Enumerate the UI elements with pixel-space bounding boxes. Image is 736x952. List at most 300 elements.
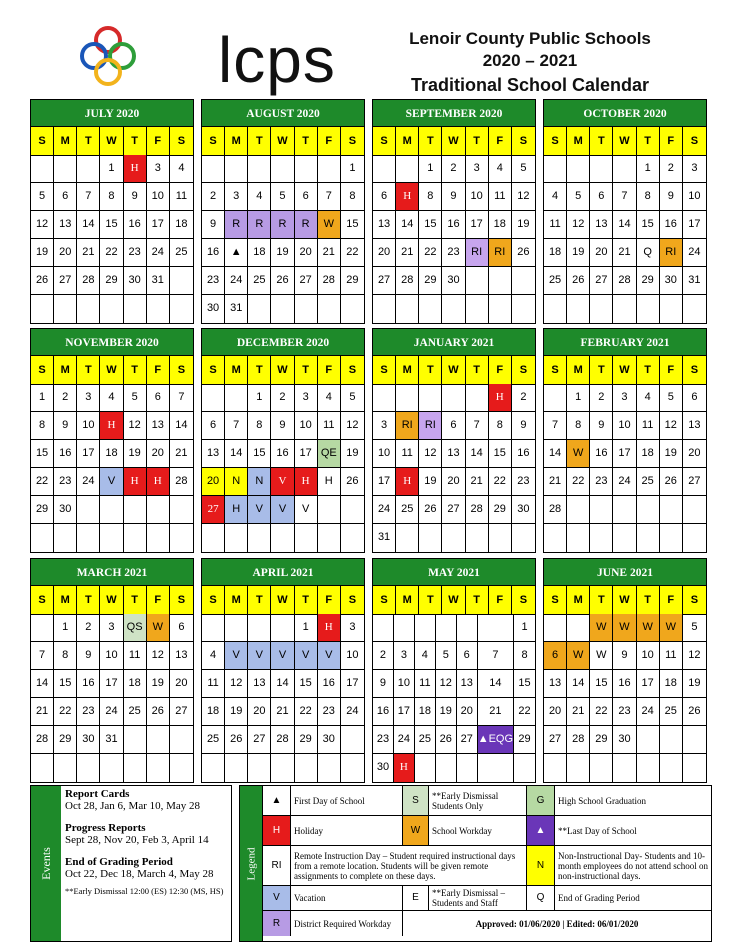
day-cell: 7 xyxy=(170,384,193,412)
weekday-label: T xyxy=(77,586,100,615)
day-cell: 21 xyxy=(613,239,636,267)
day-cell: 16 xyxy=(512,440,535,468)
day-cell xyxy=(512,267,535,295)
day-cell: 29 xyxy=(100,267,123,295)
day-cell: 16 xyxy=(318,670,341,698)
day-cell: 15 xyxy=(514,670,535,698)
day-cell: 24 xyxy=(373,496,396,524)
day-cell: 2 xyxy=(590,384,613,412)
day-cell: 22 xyxy=(514,698,535,726)
day-cell: 2 xyxy=(442,155,465,183)
day-cell: 27 xyxy=(544,726,567,754)
weekday-label: T xyxy=(466,356,489,385)
weekday-label: F xyxy=(489,127,512,156)
day-cell: 19 xyxy=(147,670,170,698)
day-cell xyxy=(54,524,77,552)
day-cell: 15 xyxy=(341,211,364,239)
day-cell: 24 xyxy=(225,267,248,295)
day-cell xyxy=(466,295,489,323)
day-cell: 22 xyxy=(489,468,512,496)
day-cell xyxy=(512,524,535,552)
day-cell: 5 xyxy=(341,384,364,412)
month-title: MARCH 2021 xyxy=(31,559,193,586)
first-day-label: First Day of School xyxy=(291,786,403,816)
weekday-label: M xyxy=(567,586,590,615)
day-cell: 21 xyxy=(567,698,590,726)
day-cell: 30 xyxy=(54,496,77,524)
day-cell: 26 xyxy=(147,698,170,726)
day-cell: 10 xyxy=(683,183,706,211)
weekday-header xyxy=(31,356,193,384)
day-cell xyxy=(567,754,590,782)
day-cell: 15 xyxy=(31,440,54,468)
day-cell: 8 xyxy=(567,412,590,440)
weekday-label: T xyxy=(124,356,147,385)
day-cell: 9 xyxy=(77,642,100,670)
day-cell: 28 xyxy=(396,267,419,295)
day-cell: RI xyxy=(466,239,489,267)
day-cell: 1 xyxy=(637,155,660,183)
weekday-label: M xyxy=(225,586,248,615)
day-cell: 6 xyxy=(683,384,706,412)
day-cell: H xyxy=(394,754,415,782)
day-cell: 6 xyxy=(442,412,465,440)
day-cell: 27 xyxy=(683,468,706,496)
day-cell: 2 xyxy=(373,642,394,670)
day-cell: 26 xyxy=(225,726,248,754)
day-cell xyxy=(415,754,436,782)
day-cell xyxy=(248,524,271,552)
day-cell: 12 xyxy=(124,412,147,440)
day-cell: 20 xyxy=(457,698,478,726)
legend-w-label: School Workday xyxy=(429,816,527,846)
weekday-header xyxy=(202,127,364,155)
day-cell: 17 xyxy=(373,468,396,496)
weekday-label: T xyxy=(248,127,271,156)
day-cell xyxy=(248,754,271,782)
day-cell: 11 xyxy=(396,440,419,468)
day-cell: V xyxy=(100,468,123,496)
weekday-header xyxy=(373,586,535,614)
approved-edited-text: Approved: 01/06/2020 | Edited: 06/01/2020 xyxy=(475,918,639,929)
day-cell: 12 xyxy=(341,412,364,440)
weekday-label: S xyxy=(202,586,225,615)
day-cell xyxy=(170,295,193,323)
day-cell: 3 xyxy=(466,155,489,183)
day-cell: 27 xyxy=(202,496,225,524)
day-cell: 11 xyxy=(202,670,225,698)
day-cell: 13 xyxy=(457,670,478,698)
day-cell xyxy=(170,496,193,524)
day-cell: 8 xyxy=(637,183,660,211)
logo-text: lcps xyxy=(218,24,336,96)
weekday-label: T xyxy=(590,586,613,615)
day-cell: 15 xyxy=(295,670,318,698)
weekday-label: W xyxy=(271,127,294,156)
weekday-header xyxy=(202,356,364,384)
day-cell xyxy=(489,524,512,552)
day-cell: 10 xyxy=(394,670,415,698)
weekday-header xyxy=(544,127,706,155)
day-grid xyxy=(202,384,364,552)
day-cell: V xyxy=(248,642,271,670)
weekday-label: S xyxy=(512,356,535,385)
day-cell: QS xyxy=(124,614,147,642)
day-cell: 1 xyxy=(100,155,123,183)
day-cell: 27 xyxy=(295,267,318,295)
day-cell: 9 xyxy=(442,183,465,211)
day-cell: H xyxy=(225,496,248,524)
day-cell: 2 xyxy=(512,384,535,412)
legend-h-symbol: H xyxy=(263,816,291,846)
day-cell xyxy=(544,155,567,183)
day-cell: 4 xyxy=(202,642,225,670)
month-title: APRIL 2021 xyxy=(202,559,364,586)
day-cell xyxy=(637,295,660,323)
day-cell xyxy=(147,726,170,754)
day-cell: W xyxy=(613,614,636,642)
day-cell: 31 xyxy=(225,295,248,323)
day-cell: 11 xyxy=(124,642,147,670)
grading-period-dates: Oct 22, Dec 18, March 4, May 28 xyxy=(65,868,214,880)
day-cell xyxy=(419,384,442,412)
day-cell: 30 xyxy=(512,496,535,524)
weekday-label: T xyxy=(590,356,613,385)
day-cell xyxy=(489,267,512,295)
day-cell: 4 xyxy=(544,183,567,211)
day-cell: 27 xyxy=(457,726,478,754)
day-cell xyxy=(567,524,590,552)
day-cell xyxy=(100,754,123,782)
day-cell: 7 xyxy=(478,642,514,670)
day-cell: 16 xyxy=(54,440,77,468)
day-cell: 26 xyxy=(660,468,683,496)
day-cell: 1 xyxy=(295,614,318,642)
weekday-label: M xyxy=(396,127,419,156)
weekday-label: T xyxy=(419,356,442,385)
day-cell xyxy=(54,295,77,323)
day-grid xyxy=(31,614,193,782)
day-cell: 27 xyxy=(442,496,465,524)
day-cell xyxy=(341,754,364,782)
day-cell xyxy=(683,524,706,552)
day-cell: 31 xyxy=(147,267,170,295)
day-cell xyxy=(590,295,613,323)
day-cell: 19 xyxy=(567,239,590,267)
weekday-label: S xyxy=(170,356,193,385)
day-cell: 26 xyxy=(683,698,706,726)
day-cell xyxy=(170,524,193,552)
day-cell: 6 xyxy=(295,183,318,211)
day-cell xyxy=(514,754,535,782)
day-cell: 4 xyxy=(248,183,271,211)
day-cell xyxy=(637,726,660,754)
day-cell: 21 xyxy=(318,239,341,267)
day-cell: 26 xyxy=(567,267,590,295)
day-cell: 29 xyxy=(295,726,318,754)
weekday-label: F xyxy=(660,127,683,156)
day-cell xyxy=(442,295,465,323)
day-cell xyxy=(202,524,225,552)
weekday-header xyxy=(373,356,535,384)
day-cell: V xyxy=(271,496,294,524)
day-cell: 13 xyxy=(170,642,193,670)
day-cell: 10 xyxy=(295,412,318,440)
day-cell: 9 xyxy=(590,412,613,440)
day-cell: 19 xyxy=(512,211,535,239)
day-cell: H xyxy=(124,155,147,183)
day-cell: 3 xyxy=(100,614,123,642)
day-cell: 10 xyxy=(341,642,364,670)
weekday-label: F xyxy=(147,356,170,385)
day-cell: 4 xyxy=(637,384,660,412)
weekday-label: S xyxy=(341,127,364,156)
day-cell xyxy=(544,524,567,552)
day-cell: 3 xyxy=(394,642,415,670)
day-cell: 10 xyxy=(637,642,660,670)
day-cell xyxy=(544,754,567,782)
day-cell xyxy=(170,726,193,754)
day-cell: W xyxy=(590,642,613,670)
weekday-label: W xyxy=(100,127,123,156)
day-cell: 30 xyxy=(660,267,683,295)
weekday-label: S xyxy=(373,127,396,156)
day-cell: 19 xyxy=(660,440,683,468)
weekday-header xyxy=(544,356,706,384)
day-cell: 31 xyxy=(100,726,123,754)
day-cell xyxy=(318,524,341,552)
day-cell xyxy=(77,295,100,323)
day-cell xyxy=(202,384,225,412)
last-day-icon: ▲ xyxy=(527,816,555,846)
legend-w-symbol: W xyxy=(403,816,429,846)
day-cell xyxy=(77,524,100,552)
month-title: JULY 2020 xyxy=(31,100,193,127)
month-september-2020 xyxy=(372,99,536,324)
month-february-2021 xyxy=(543,328,707,553)
day-cell: W xyxy=(637,614,660,642)
weekday-label: S xyxy=(202,127,225,156)
day-cell: 24 xyxy=(77,468,100,496)
day-cell: R xyxy=(248,211,271,239)
day-cell: H xyxy=(295,468,318,496)
weekday-label: W xyxy=(442,356,465,385)
report-cards-heading: Report Cards xyxy=(65,788,130,800)
day-cell: V xyxy=(318,642,341,670)
day-cell: 7 xyxy=(466,412,489,440)
day-cell: 22 xyxy=(590,698,613,726)
early-dismissal-note: **Early Dismissal 12:00 (ES) 12:30 (MS, HS) xyxy=(65,886,224,896)
day-cell xyxy=(225,524,248,552)
day-cell xyxy=(396,295,419,323)
day-cell: 4 xyxy=(100,384,123,412)
day-cell xyxy=(271,295,294,323)
title-calendar: Traditional School Calendar xyxy=(410,75,650,95)
day-cell: 14 xyxy=(544,440,567,468)
weekday-label: S xyxy=(31,356,54,385)
day-cell xyxy=(466,524,489,552)
day-cell: 21 xyxy=(396,239,419,267)
day-cell xyxy=(147,754,170,782)
month-june-2021 xyxy=(543,558,707,783)
day-cell: 20 xyxy=(295,239,318,267)
day-cell: 19 xyxy=(341,440,364,468)
month-title: DECEMBER 2020 xyxy=(202,329,364,356)
day-cell: 28 xyxy=(466,496,489,524)
day-cell xyxy=(295,754,318,782)
day-cell: 19 xyxy=(31,239,54,267)
day-cell xyxy=(31,524,54,552)
day-cell: 8 xyxy=(489,412,512,440)
day-grid xyxy=(31,155,193,323)
day-cell: W xyxy=(318,211,341,239)
day-cell xyxy=(124,754,147,782)
day-cell xyxy=(31,155,54,183)
day-cell: 11 xyxy=(660,642,683,670)
day-cell: 22 xyxy=(100,239,123,267)
day-cell xyxy=(124,726,147,754)
day-cell: W xyxy=(660,614,683,642)
day-cell: 16 xyxy=(442,211,465,239)
legend-q-label: End of Grading Period xyxy=(555,886,711,911)
day-cell: 26 xyxy=(341,468,364,496)
day-cell: 25 xyxy=(544,267,567,295)
day-cell xyxy=(466,267,489,295)
report-cards-dates: Oct 28, Jan 6, Mar 10, May 28 xyxy=(65,800,201,812)
day-grid xyxy=(31,384,193,552)
day-cell xyxy=(225,614,248,642)
day-cell: 2 xyxy=(54,384,77,412)
weekday-label: S xyxy=(544,586,567,615)
day-cell: 13 xyxy=(147,412,170,440)
day-cell: 28 xyxy=(77,267,100,295)
day-cell xyxy=(590,496,613,524)
day-cell: 9 xyxy=(512,412,535,440)
day-cell: RI xyxy=(419,412,442,440)
day-cell: 7 xyxy=(544,412,567,440)
weekday-label: F xyxy=(147,127,170,156)
day-cell: 22 xyxy=(295,698,318,726)
month-january-2021 xyxy=(372,328,536,553)
day-cell: 17 xyxy=(147,211,170,239)
day-cell: 18 xyxy=(660,670,683,698)
weekday-label: T xyxy=(248,356,271,385)
day-cell: 1 xyxy=(567,384,590,412)
day-cell xyxy=(295,524,318,552)
day-cell xyxy=(373,384,396,412)
day-cell: 14 xyxy=(613,211,636,239)
legend-q-symbol: Q xyxy=(527,886,555,911)
day-cell xyxy=(436,614,457,642)
day-cell xyxy=(567,614,590,642)
weekday-label: S xyxy=(341,586,364,615)
day-cell: Q xyxy=(637,239,660,267)
day-cell: 22 xyxy=(419,239,442,267)
weekday-label: S xyxy=(341,356,364,385)
day-cell: 13 xyxy=(54,211,77,239)
day-cell: V xyxy=(271,642,294,670)
day-cell xyxy=(457,614,478,642)
weekday-label: F xyxy=(318,127,341,156)
day-cell xyxy=(683,496,706,524)
day-cell: 12 xyxy=(147,642,170,670)
day-cell: 12 xyxy=(225,670,248,698)
day-cell: 25 xyxy=(396,496,419,524)
day-cell: 20 xyxy=(683,440,706,468)
day-cell: 26 xyxy=(436,726,457,754)
day-cell xyxy=(373,295,396,323)
day-cell: 27 xyxy=(248,726,271,754)
day-cell: 21 xyxy=(31,698,54,726)
weekday-label: S xyxy=(31,127,54,156)
day-cell: 18 xyxy=(544,239,567,267)
day-cell: 6 xyxy=(54,183,77,211)
weekday-label: T xyxy=(124,127,147,156)
weekday-header xyxy=(544,586,706,614)
month-title: FEBRUARY 2021 xyxy=(544,329,706,356)
legend-g-label: High School Graduation xyxy=(555,786,711,816)
day-cell: 6 xyxy=(590,183,613,211)
weekday-label: M xyxy=(396,356,419,385)
day-cell xyxy=(396,155,419,183)
day-cell: 8 xyxy=(248,412,271,440)
day-cell: 14 xyxy=(31,670,54,698)
day-cell: 15 xyxy=(489,440,512,468)
weekday-label: M xyxy=(225,356,248,385)
day-cell: 28 xyxy=(318,267,341,295)
day-grid xyxy=(544,614,706,782)
day-cell: 27 xyxy=(54,267,77,295)
weekday-label: W xyxy=(100,356,123,385)
day-cell: 31 xyxy=(683,267,706,295)
day-cell: 1 xyxy=(54,614,77,642)
day-cell: 9 xyxy=(613,642,636,670)
weekday-label: S xyxy=(31,586,54,615)
legend-last-day-label: **Last Day of School xyxy=(555,816,711,846)
day-cell: 23 xyxy=(590,468,613,496)
day-cell: 9 xyxy=(660,183,683,211)
day-cell: W xyxy=(590,614,613,642)
day-cell xyxy=(637,524,660,552)
day-cell: 24 xyxy=(683,239,706,267)
day-cell: 4 xyxy=(318,384,341,412)
day-cell: 27 xyxy=(590,267,613,295)
day-cell xyxy=(478,754,514,782)
day-cell: 24 xyxy=(613,468,636,496)
day-cell xyxy=(613,524,636,552)
day-cell: ▲ xyxy=(225,239,248,267)
legend-n-symbol: N xyxy=(527,846,555,886)
day-cell: 24 xyxy=(147,239,170,267)
day-cell: RI xyxy=(660,239,683,267)
day-cell: N xyxy=(225,468,248,496)
weekday-label: W xyxy=(271,356,294,385)
month-title: NOVEMBER 2020 xyxy=(31,329,193,356)
grading-period-heading: End of Grading Period xyxy=(65,856,173,868)
day-cell xyxy=(613,496,636,524)
weekday-label: S xyxy=(512,586,535,615)
day-cell: 2 xyxy=(271,384,294,412)
weekday-header xyxy=(31,586,193,614)
weekday-label: F xyxy=(489,356,512,385)
day-cell: 29 xyxy=(590,726,613,754)
weekday-label: S xyxy=(544,127,567,156)
day-cell xyxy=(660,754,683,782)
day-cell xyxy=(544,295,567,323)
day-cell xyxy=(567,496,590,524)
day-cell: 23 xyxy=(442,239,465,267)
day-cell xyxy=(544,614,567,642)
